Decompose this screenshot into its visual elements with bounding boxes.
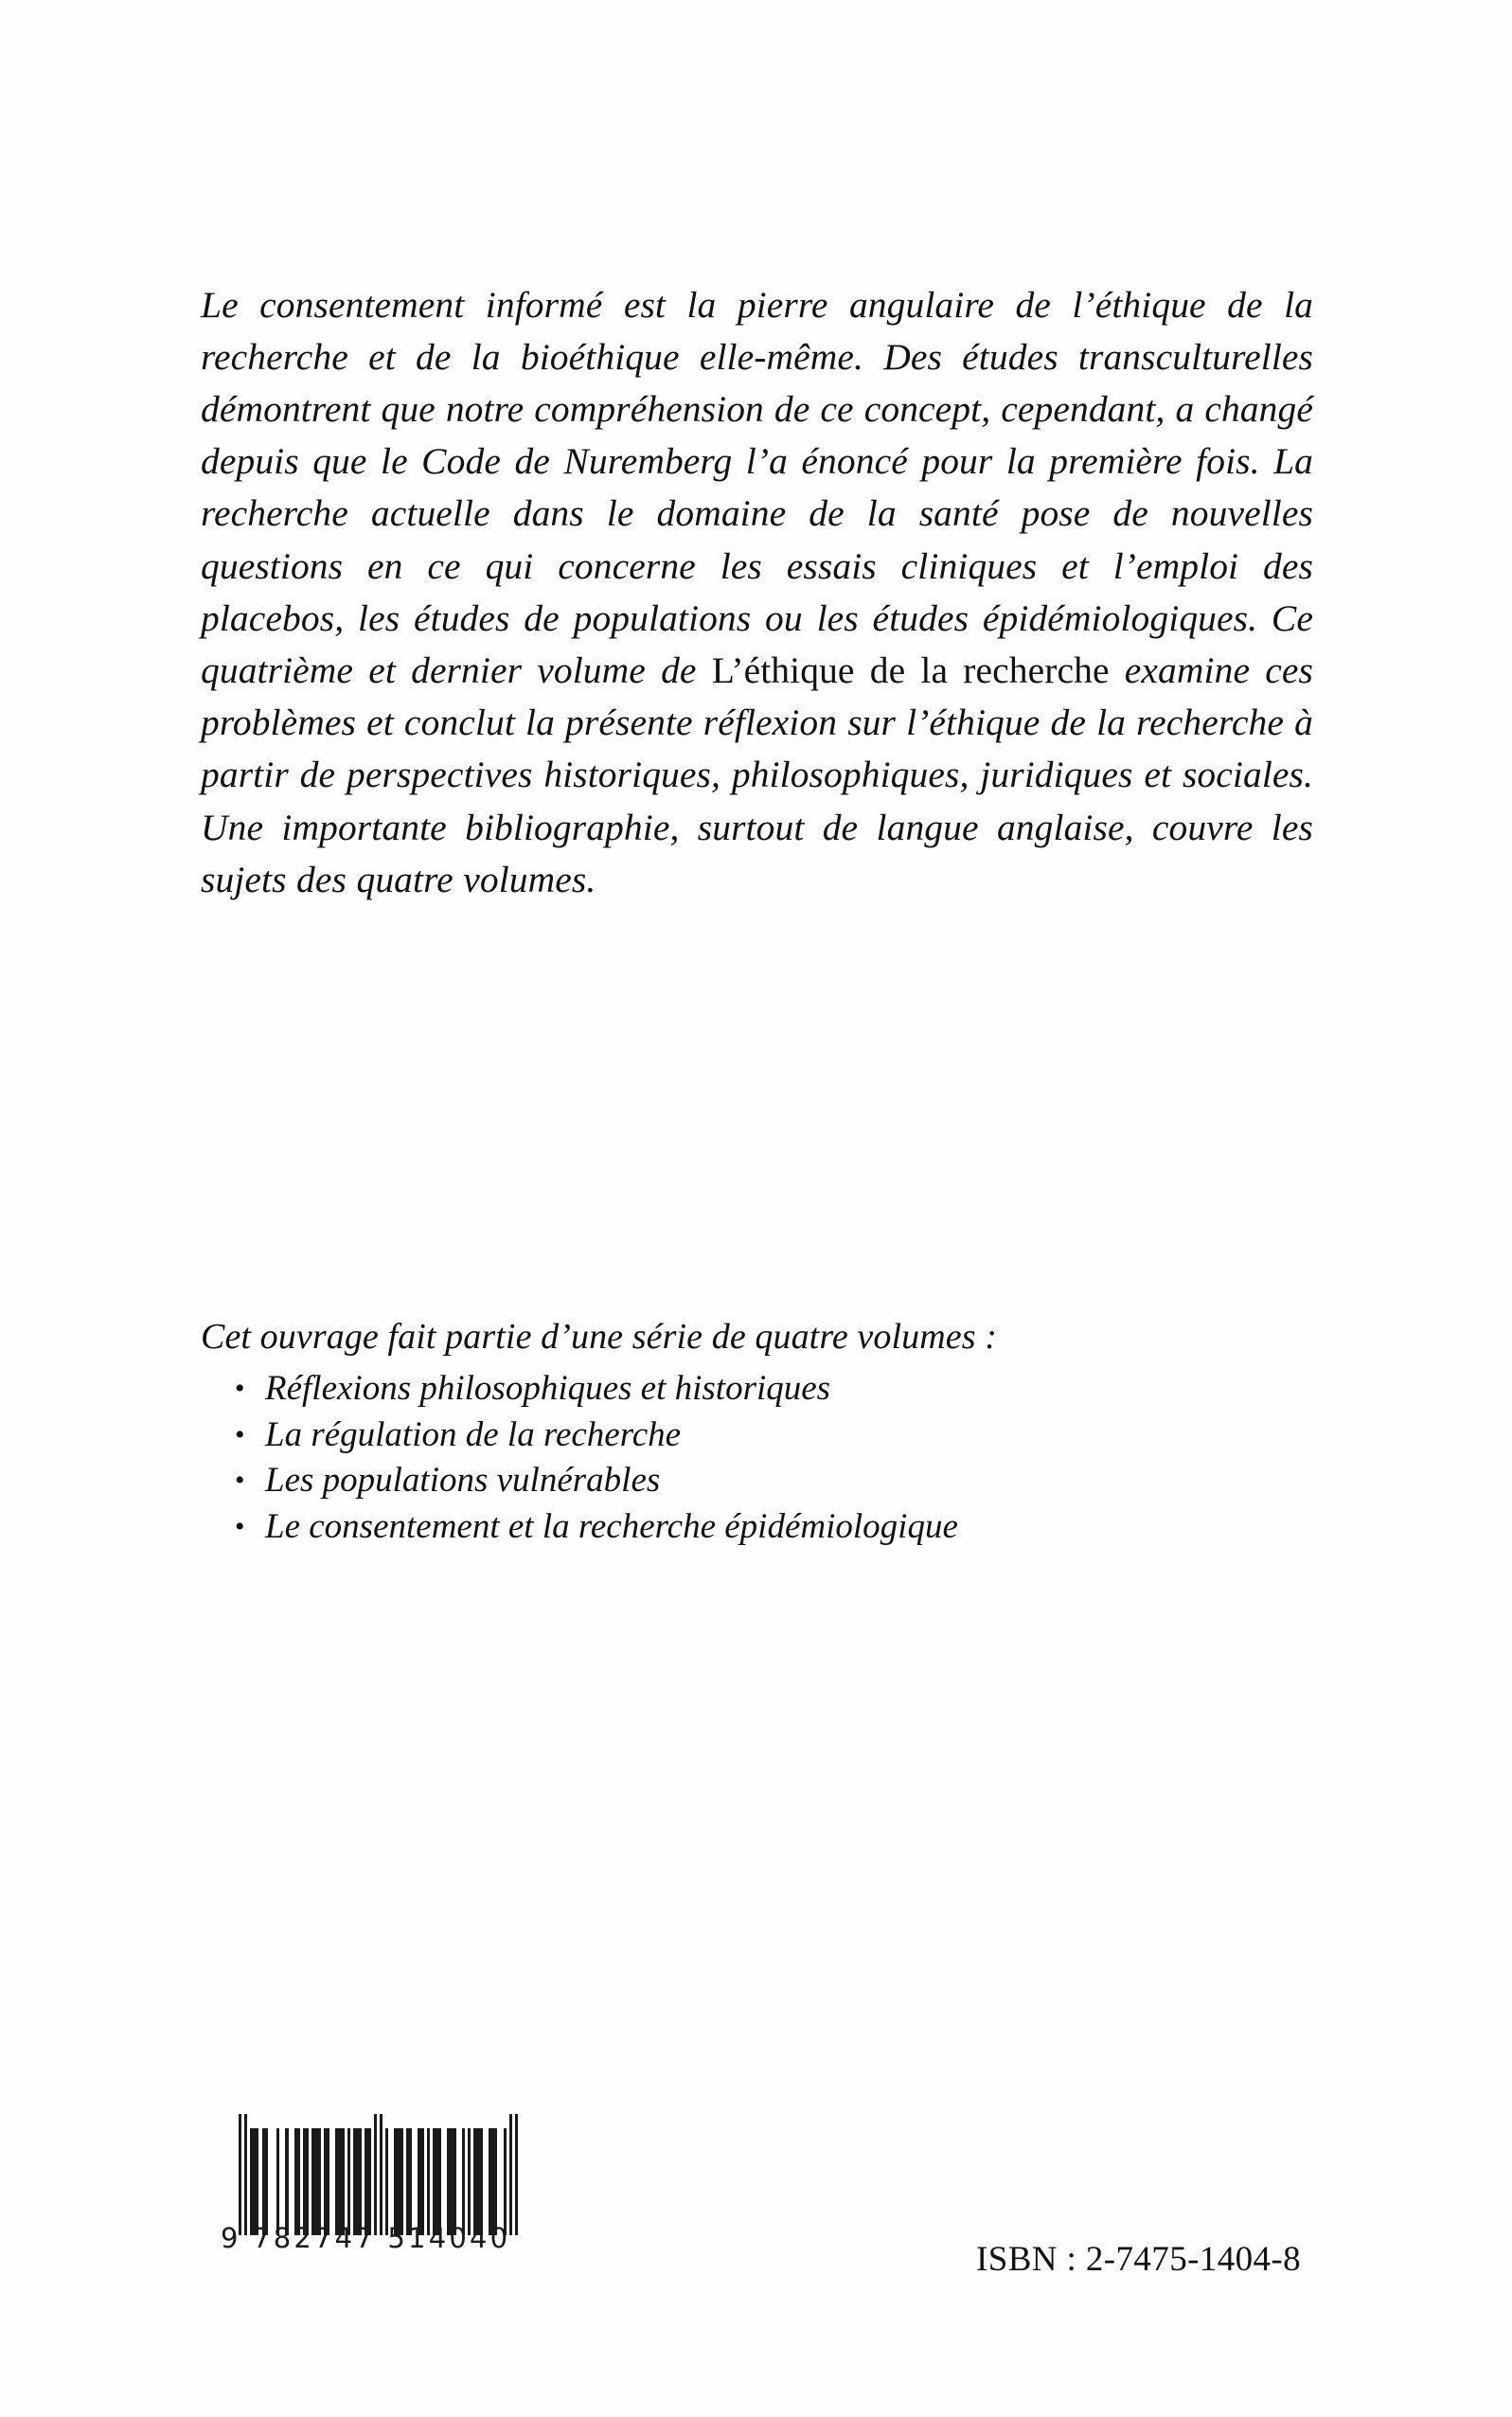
volume-label: Réflexions philosophiques et historiques bbox=[265, 1369, 831, 1408]
list-item bbox=[225, 1413, 1314, 1459]
barcode-digits: 9 782747 514040 bbox=[221, 2222, 511, 2254]
bullet-icon: • bbox=[235, 1510, 245, 1542]
volume-label: La régulation de la recherche bbox=[265, 1414, 682, 1454]
bullet-icon: • bbox=[235, 1465, 245, 1496]
volume-label: Les populations vulnérables bbox=[265, 1461, 661, 1500]
blurb-text-part-2: examine ces problèmes et conclut la présente réflexion sur l’éthique de la recherche à partir de perspectives historiques, philosophiques, juridiques et sociales. Une importante bibliographie, surtout de langue anglaise, couvre les sujets des quatre volumes. bbox=[201, 649, 1313, 900]
list-item bbox=[225, 1504, 1314, 1551]
series-title-roman: L’éthique de la recherche bbox=[711, 649, 1110, 691]
blurb-text-part-1: Le consentement informé est la pierre angulaire de l’éthique de la recherche et de la bioéthique elle-même. Des études transculturelles démontrent que notre compréhension de ce concept, cependant, a changé depuis que le Code de Nuremberg l’a énoncé pour la première fois. La recherche actuelle dans le domaine de la santé pose de nouvelles questions en ce qui concerne les essais cliniques et l’emploi des placebos, les études de populations ou les études épidémiologiques. Ce quatrième et dernier volume de bbox=[201, 283, 1313, 691]
blurb-paragraph bbox=[201, 279, 1313, 906]
bullet-icon: • bbox=[235, 1418, 245, 1450]
list-item bbox=[225, 1458, 1314, 1504]
bullet-icon: • bbox=[235, 1373, 245, 1404]
isbn-text: ISBN : 2-7475-1404-8 bbox=[976, 2240, 1302, 2279]
series-intro-line: Cet ouvrage fait partie d’une série de quatre volumes : bbox=[201, 1317, 997, 1357]
volume-label: Le consentement et la recherche épidémiologique bbox=[265, 1506, 958, 1546]
barcode-block bbox=[221, 2114, 533, 2254]
series-volume-list bbox=[225, 1366, 1314, 1550]
barcode-image bbox=[221, 2114, 533, 2235]
list-item bbox=[225, 1366, 1314, 1413]
